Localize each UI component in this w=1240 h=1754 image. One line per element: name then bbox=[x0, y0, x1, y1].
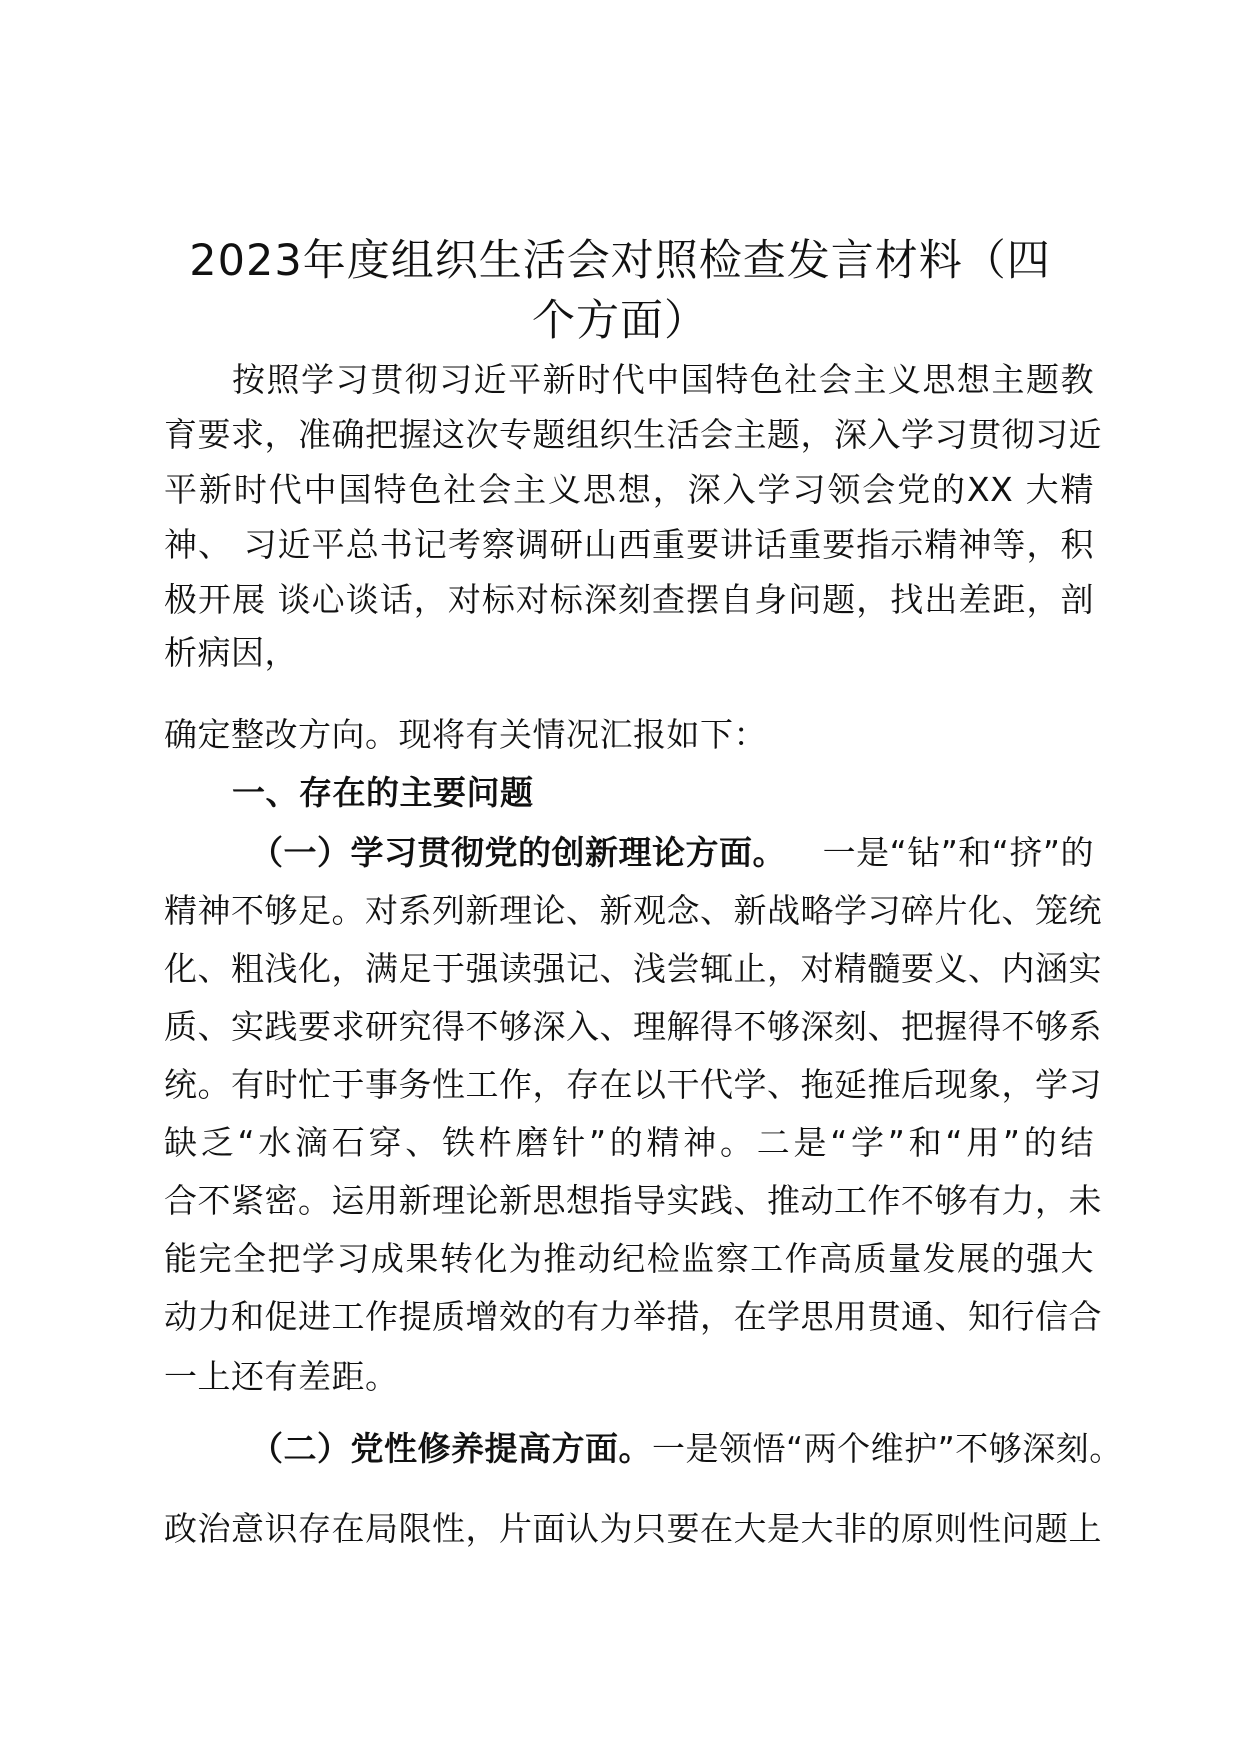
item-1-heading: （一）学习贯彻党的创新理论方面。 bbox=[250, 833, 786, 872]
intro-line-2: 育要求，准确把握这次专题组织生活会主题，深入学习贯彻习近 bbox=[164, 415, 1102, 454]
item-1-line-9: 一上还有差距。 bbox=[164, 1357, 399, 1396]
intro-line-5: 极开展 谈心谈话，对标对标深刻查摆自身问题，找出差距，剖 bbox=[164, 580, 1094, 619]
intro-line-6: 析病因， bbox=[164, 633, 298, 672]
document-title-line-2: 个方面） bbox=[532, 296, 708, 346]
item-1-line-7: 能完全把学习成果转化为推动纪检监察工作高质量发展的强大 bbox=[164, 1239, 1094, 1278]
item-1-line-8: 动力和促进工作提质增效的有力举措，在学思用贯通、知行信合 bbox=[164, 1297, 1102, 1336]
item-2-first-line bbox=[250, 1424, 1123, 1474]
document-title-line-1: 2023年度组织生活会对照检查发言材料（四 bbox=[189, 236, 1051, 286]
item-1-line-2: 化、粗浅化，满足于强读强记、浅尝辄止，对精髓要义、内涵实 bbox=[164, 949, 1102, 988]
item-2-heading: （二）党性修养提高方面。 bbox=[250, 1429, 652, 1468]
item-1-line-4: 统。有时忙于事务性工作，存在以干代学、拖延推后现象，学习 bbox=[164, 1065, 1102, 1104]
item-1-line-3: 质、实践要求研究得不够深入、理解得不够深刻、把握得不够系 bbox=[164, 1007, 1102, 1046]
intro-line-4: 神、 习近平总书记考察调研山西重要讲话重要指示精神等，积 bbox=[164, 525, 1094, 564]
item-1-line-6: 合不紧密。运用新理论新思想指导实践、推动工作不够有力，未 bbox=[164, 1181, 1102, 1220]
item-1-first-line bbox=[250, 828, 1094, 878]
intro-line-7: 确定整改方向。现将有关情况汇报如下： bbox=[164, 715, 767, 754]
section-heading-problems: 一、存在的主要问题 bbox=[232, 773, 534, 812]
item-1-line-5: 缺乏“水滴石穿、铁杵磨针”的精神。二是“学”和“用”的结 bbox=[164, 1123, 1094, 1162]
item-2-line-1: 政治意识存在局限性，片面认为只要在大是大非的原则性问题上 bbox=[164, 1509, 1102, 1548]
item-1-first-line-text: 一是“钻”和“挤”的 bbox=[822, 833, 1094, 872]
item-1-line-1: 精神不够足。对系列新理论、新观念、新战略学习碎片化、笼统 bbox=[164, 891, 1102, 930]
item-2-first-line-text: 一是领悟“两个维护”不够深刻。 bbox=[652, 1429, 1123, 1468]
intro-line-1: 按照学习贯彻习近平新时代中国特色社会主义思想主题教 bbox=[232, 360, 1094, 399]
intro-line-3: 平新时代中国特色社会主义思想，深入学习领会党的XX 大精 bbox=[164, 470, 1094, 509]
